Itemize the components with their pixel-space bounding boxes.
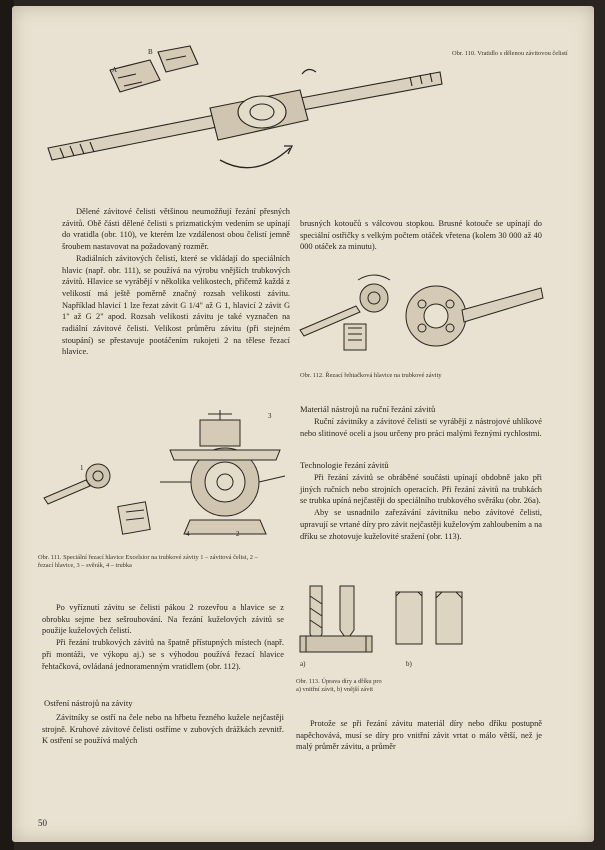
left-column-sharpening-text xyxy=(42,712,284,747)
figure-110-caption: Obr. 110. Vratidlo s dělenou závitovou čelistí xyxy=(452,50,568,57)
right-column-text-top xyxy=(300,218,542,253)
paragraph: Protože se při řezání závitu materiál díry nebo dříku postupně napěchovává, musí se díry pro vnitřní závit vrtat o málo větší, než je malý průměr závitu, a průměr xyxy=(296,719,542,752)
heading-technology: Technologie řezání závitů xyxy=(300,460,389,470)
left-column-text-top xyxy=(62,206,290,358)
figure-111-label: 3 xyxy=(268,412,272,420)
svg-text:B: B xyxy=(148,48,153,56)
figure-112-illustration xyxy=(296,270,546,366)
heading-sharpening: Ostření nástrojů na závity xyxy=(44,698,133,708)
right-column-material-text xyxy=(300,416,542,439)
paragraph: Po vyříznutí závitu se čelisti pákou 2 rozevřou a hlavice se z obrobku sejme bez sešroubování. Na řezání kuželových závitů se použije kuželových čelistí. xyxy=(42,603,284,636)
paragraph: brusných kotoučů s válcovou stopkou. Brusné kotouče se upínají do speciální ostřičky s velkým počtem otáček vřetena (kolem 30 000 až 40 000 otáček za minutu). xyxy=(300,219,542,252)
figure-111-caption: Obr. 111. Speciální řezací hlavice Excelsior na trubkové závity 1 – závitová čelist, 2 – řezací hlavice, 3 – svěrák, 4 – trubka xyxy=(38,554,258,569)
right-column-text-bottom xyxy=(296,718,542,753)
left-column-text-bottom xyxy=(42,602,284,672)
paragraph: Při řezání závitů se obráběné součásti upínají obdobně jako při jiných ručních nebo strojních operacích. Při řezání závitů na trubkách se trubka upíná nejčastěji do speciálního trubkového svěráku (obr. 26a). xyxy=(300,473,542,506)
paragraph: Dělené závitové čelisti většinou neumožňují řezání přesných závitů. Obě části dělené čelisti s prizmatickým vedením se upínají do vratidla (obr. 110), ve kterém lze vzdálenost obou čelistí jemně šroubem nastavovat na požadovaný rozměr. xyxy=(62,207,290,252)
figure-111-label: 4 xyxy=(186,530,190,538)
figure-113-label-b: b) xyxy=(406,660,412,668)
heading-material: Materiál nástrojů na ruční řezání závitů xyxy=(300,404,436,414)
figure-112-caption: Obr. 112. Řezací řehtačková hlavice na trubkové závity xyxy=(300,372,442,379)
figure-113-label-a: a) xyxy=(300,660,306,668)
figure-110-illustration xyxy=(40,30,450,190)
paragraph: Radiálních závitových čelistí, které se vkládají do speciálních hlavic (např. obr. 111), se používá na výrobu vnějších trubkových závitů. Hlavice se vyrábějí v několika velikostech, přičemž každá z velikostí má ještě poměrně značný rozsah velikosti závitu. Například hlavicí 1 lze řezat závit G 1/4" až G 1, hlavicí 2 závit G 1" až G 2" apod. Rozsah velikosti závitu je také vyznačen na radiální závitové čelisti. Velikost průměru závitu (při stejném stoupání) se přestavuje pootáčením rukojeti 2 na tělese řezací hlavice. xyxy=(62,253,290,357)
figure-111-label: 1 xyxy=(80,464,84,472)
page-number: 50 xyxy=(38,818,47,828)
paragraph: Ruční závitníky a závitové čelisti se vyrábějí z nástrojové uhlíkové nebo slitinové oceli a jsou určeny pro práci malými řeznými rychlostmi. xyxy=(300,417,542,438)
right-column-technology-text xyxy=(300,472,542,542)
figure-113-caption xyxy=(296,678,496,694)
paragraph: Při řezání trubkových závitů na špatně přístupných místech (např. při montáži, ve výkopu aj.) se s výhodou používá řezací hlavice řehtačková, ovládaná jednoramenným vratidlem (obr. 112). xyxy=(42,638,284,671)
paragraph: Aby se usnadnilo zařezávání závitníku nebo závitové čelisti, upravují se vrtané díry pro závit nejčastěji kuželovým zahloubením a na dříku se zhotovuje kuželovité sražení (obr. 113). xyxy=(300,508,542,541)
svg-text:A: A xyxy=(112,66,118,74)
figure-113-caption-line: a) vnitřní závit, b) vnější závit xyxy=(296,686,374,693)
figure-113-caption-line: Obr. 113. Úprava díry a dříku pro xyxy=(296,678,382,685)
figure-111-illustration xyxy=(40,410,290,545)
figure-113-illustration xyxy=(296,582,486,672)
paragraph: Závitníky se ostří na čele nebo na hřbetu řezného kužele nejčastěji strojně. Kruhové závitové čelisti ostříme v zubových drážkách zevnitř. K ostření se používá malých xyxy=(42,713,284,746)
figure-111-label: 2 xyxy=(236,530,240,538)
